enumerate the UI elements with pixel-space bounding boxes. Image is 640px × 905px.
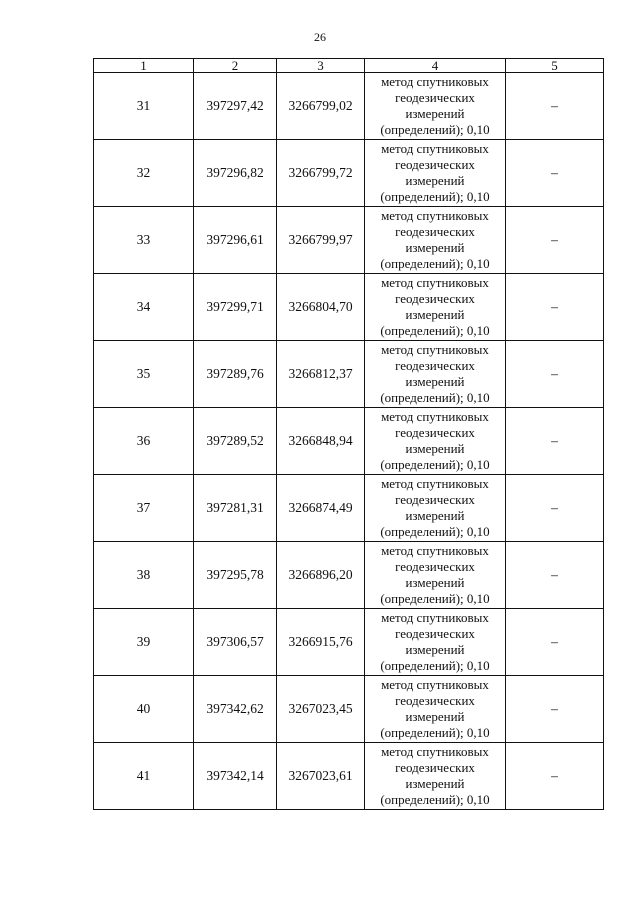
measurement-method	[365, 207, 506, 274]
method-line-2: геодезических	[395, 224, 475, 239]
point-number: 40	[94, 676, 194, 743]
method-line-2: геодезических	[395, 358, 475, 373]
coordinate-y: 3267023,45	[277, 676, 365, 743]
column-header-1: 1	[94, 59, 194, 73]
point-number: 35	[94, 341, 194, 408]
method-line-2: геодезических	[395, 157, 475, 172]
method-line-4: (определений); 0,10	[380, 524, 490, 539]
measurement-method	[365, 73, 506, 140]
point-number: 36	[94, 408, 194, 475]
method-line-3: измерений	[405, 508, 465, 523]
coordinate-x: 397289,52	[194, 408, 277, 475]
coordinate-y: 3266812,37	[277, 341, 365, 408]
method-line-2: геодезических	[395, 425, 475, 440]
method-line-4: (определений); 0,10	[380, 457, 490, 472]
coordinate-x: 397299,71	[194, 274, 277, 341]
coordinate-x: 397342,62	[194, 676, 277, 743]
method-line-4: (определений); 0,10	[380, 256, 490, 271]
coordinate-y: 3266915,76	[277, 609, 365, 676]
note-cell: –	[506, 743, 604, 810]
method-line-3: измерений	[405, 106, 465, 121]
column-header-2: 2	[194, 59, 277, 73]
method-line-1: метод спутниковых	[381, 610, 489, 625]
method-line-2: геодезических	[395, 492, 475, 507]
note-cell: –	[506, 475, 604, 542]
point-number: 31	[94, 73, 194, 140]
method-line-4: (определений); 0,10	[380, 323, 490, 338]
note-cell: –	[506, 676, 604, 743]
method-line-3: измерений	[405, 374, 465, 389]
point-number: 33	[94, 207, 194, 274]
measurement-method	[365, 676, 506, 743]
method-line-4: (определений); 0,10	[380, 591, 490, 606]
table-body	[94, 73, 604, 810]
method-line-3: измерений	[405, 173, 465, 188]
measurement-method	[365, 542, 506, 609]
method-line-2: геодезических	[395, 559, 475, 574]
table-row	[94, 73, 604, 140]
method-line-3: измерений	[405, 441, 465, 456]
method-line-2: геодезических	[395, 626, 475, 641]
note-cell: –	[506, 274, 604, 341]
method-line-2: геодезических	[395, 760, 475, 775]
coordinate-y: 3266799,02	[277, 73, 365, 140]
coordinate-x: 397295,78	[194, 542, 277, 609]
method-line-1: метод спутниковых	[381, 677, 489, 692]
method-line-4: (определений); 0,10	[380, 122, 490, 137]
method-line-4: (определений); 0,10	[380, 792, 490, 807]
method-line-2: геодезических	[395, 693, 475, 708]
method-line-1: метод спутниковых	[381, 476, 489, 491]
point-number: 37	[94, 475, 194, 542]
table-row	[94, 743, 604, 810]
coordinates-table	[93, 58, 604, 810]
note-cell: –	[506, 73, 604, 140]
table-row	[94, 140, 604, 207]
coordinate-y: 3266799,97	[277, 207, 365, 274]
coordinate-y: 3266896,20	[277, 542, 365, 609]
point-number: 32	[94, 140, 194, 207]
note-cell: –	[506, 140, 604, 207]
measurement-method	[365, 743, 506, 810]
method-line-1: метод спутниковых	[381, 409, 489, 424]
note-cell: –	[506, 341, 604, 408]
coordinate-x: 397297,42	[194, 73, 277, 140]
coordinate-x: 397342,14	[194, 743, 277, 810]
table-row	[94, 408, 604, 475]
note-cell: –	[506, 542, 604, 609]
table-row	[94, 609, 604, 676]
table-row	[94, 207, 604, 274]
method-line-1: метод спутниковых	[381, 543, 489, 558]
measurement-method	[365, 140, 506, 207]
page-number: 26	[314, 30, 326, 44]
note-cell: –	[506, 609, 604, 676]
method-line-3: измерений	[405, 307, 465, 322]
coordinate-y: 3266799,72	[277, 140, 365, 207]
method-line-1: метод спутниковых	[381, 744, 489, 759]
table-row	[94, 542, 604, 609]
measurement-method	[365, 341, 506, 408]
method-line-3: измерений	[405, 709, 465, 724]
method-line-3: измерений	[405, 240, 465, 255]
method-line-4: (определений); 0,10	[380, 725, 490, 740]
point-number: 34	[94, 274, 194, 341]
coordinate-x: 397296,61	[194, 207, 277, 274]
method-line-1: метод спутниковых	[381, 275, 489, 290]
coordinate-y: 3266804,70	[277, 274, 365, 341]
table-row	[94, 676, 604, 743]
method-line-2: геодезических	[395, 291, 475, 306]
point-number: 38	[94, 542, 194, 609]
column-header-3: 3	[277, 59, 365, 73]
note-cell: –	[506, 408, 604, 475]
measurement-method	[365, 609, 506, 676]
measurement-method	[365, 408, 506, 475]
point-number: 41	[94, 743, 194, 810]
method-line-2: геодезических	[395, 90, 475, 105]
method-line-3: измерений	[405, 575, 465, 590]
method-line-3: измерений	[405, 776, 465, 791]
method-line-4: (определений); 0,10	[380, 658, 490, 673]
method-line-3: измерений	[405, 642, 465, 657]
coordinate-x: 397306,57	[194, 609, 277, 676]
note-cell: –	[506, 207, 604, 274]
coordinate-x: 397281,31	[194, 475, 277, 542]
column-header-5: 5	[506, 59, 604, 73]
column-header-4: 4	[365, 59, 506, 73]
method-line-1: метод спутниковых	[381, 208, 489, 223]
point-number: 39	[94, 609, 194, 676]
method-line-1: метод спутниковых	[381, 342, 489, 357]
table-row	[94, 274, 604, 341]
coordinate-y: 3266874,49	[277, 475, 365, 542]
table-row	[94, 475, 604, 542]
coordinate-y: 3267023,61	[277, 743, 365, 810]
measurement-method	[365, 475, 506, 542]
measurement-method	[365, 274, 506, 341]
table-row	[94, 341, 604, 408]
coordinate-x: 397289,76	[194, 341, 277, 408]
method-line-4: (определений); 0,10	[380, 390, 490, 405]
table-header-row	[94, 59, 604, 73]
method-line-1: метод спутниковых	[381, 141, 489, 156]
method-line-1: метод спутниковых	[381, 74, 489, 89]
method-line-4: (определений); 0,10	[380, 189, 490, 204]
coordinate-x: 397296,82	[194, 140, 277, 207]
coordinate-y: 3266848,94	[277, 408, 365, 475]
